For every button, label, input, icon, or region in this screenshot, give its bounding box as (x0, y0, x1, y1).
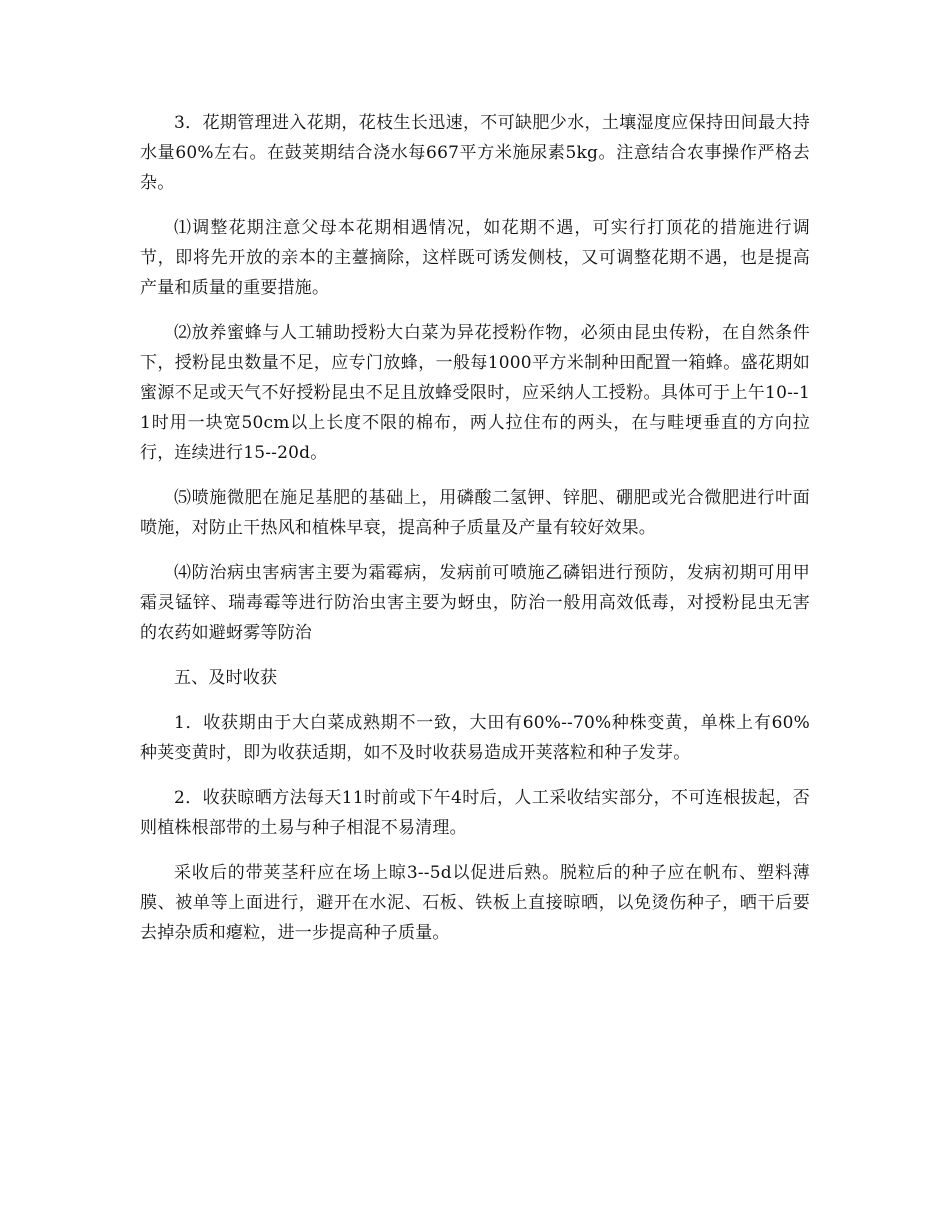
paragraph-bees-pollination: ⑵放养蜜蜂与人工辅助授粉大白菜为异花授粉作物，必须由昆虫传粉，在自然条件下，授粉昆虫数量不足，应专门放蜂，一般每1000平方米制种田配置一箱蜂。盛花期如蜜源不足或天气不好授粉昆虫不足且放蜂受限时，应采纳人工授粉。具体可于上午10--11时用一块宽50cm以上长度不限的棉布，两人拉住布的两头，在与畦埂垂直的方向拉行，连续进行15--20d。 (140, 323, 810, 463)
paragraph-adjust-flowering: ⑴调整花期注意父母本花期相遇情况，如花期不遇，可实行打顶花的措施进行调节，即将先开放的亲本的主薹摘除，这样既可诱发侧枝，又可调整花期不遇，也是提高产量和质量的重要措施。 (140, 218, 810, 298)
paragraph-post-harvest: 采收后的带荚茎秆应在场上晾3--5d以促进后熟。脱粒后的种子应在帆布、塑料薄膜、被单等上面进行，避开在水泥、石板、铁板上直接晾晒，以免烫伤种子，晒干后要去掉杂质和瘪粒，进一步提高种子质量。 (140, 863, 810, 943)
document-body (140, 108, 810, 963)
paragraph-harvest-timing: 1．收获期由于大白菜成熟期不一致，大田有60%--70%种株变黄，单株上有60%种荚变黄时，即为收获适期，如不及时收获易造成开荚落粒和种子发芽。 (140, 713, 810, 763)
paragraph-micronutrient-spray: ⑸喷施微肥在施足基肥的基础上，用磷酸二氢钾、锌肥、硼肥或光合微肥进行叶面喷施，对防止干热风和植株早衰，提高种子质量及产量有较好效果。 (140, 488, 810, 538)
paragraph-pest-control: ⑷防治病虫害病害主要为霜霉病，发病前可喷施乙磷铝进行预防，发病初期可用甲霜灵锰锌、瑞毒霉等进行防治虫害主要为蚜虫，防治一般用高效低毒，对授粉昆虫无害的农药如避蚜雾等防治 (140, 563, 810, 643)
paragraph-flowering-management: 3．花期管理进入花期，花枝生长迅速，不可缺肥少水，土壤湿度应保持田间最大持水量60%左右。在鼓荚期结合浇水每667平方米施尿素5kg。注意结合农事操作严格去杂。 (140, 113, 810, 193)
section-heading-harvest: 五、及时收获 (174, 668, 278, 688)
paragraph-harvest-drying: 2．收获晾晒方法每天11时前或下午4时后，人工采收结实部分，不可连根拔起，否则植株根部带的土易与种子相混不易清理。 (140, 788, 810, 838)
